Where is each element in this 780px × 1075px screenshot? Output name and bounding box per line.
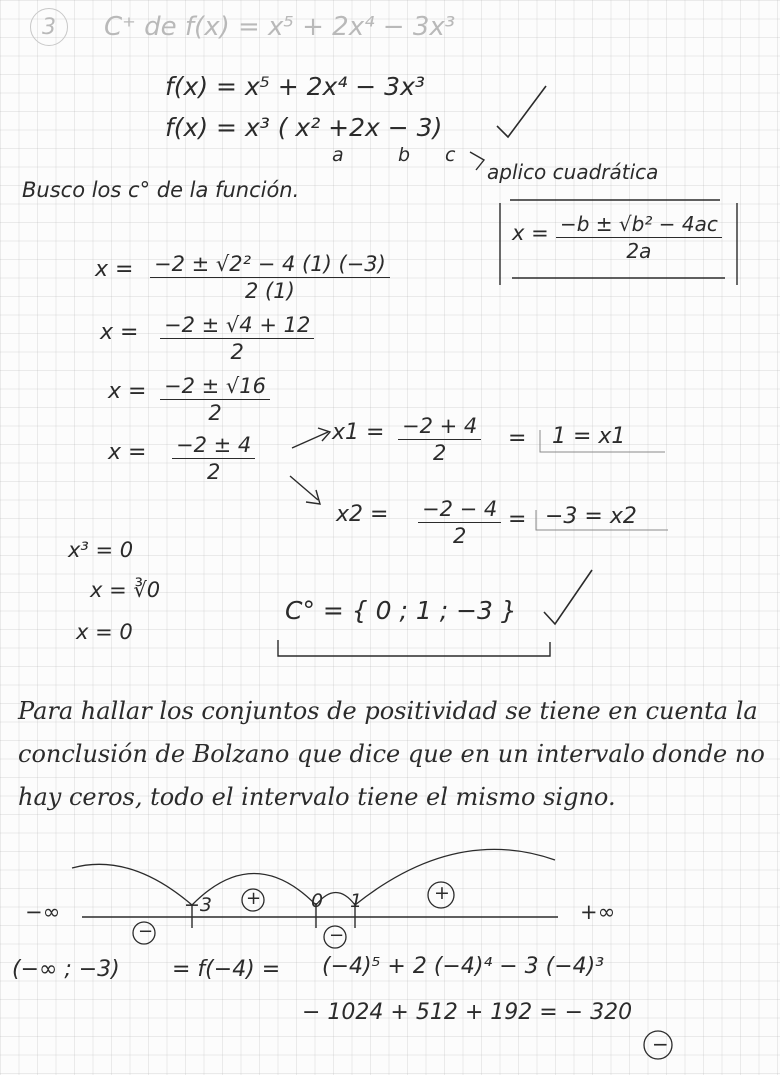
root2-result: −3 = x2: [545, 504, 637, 529]
exercise-number: 3: [30, 8, 68, 46]
step3-x: x =: [108, 379, 147, 404]
tick-0: 0: [311, 890, 324, 912]
formula-denominator: 2a: [626, 239, 652, 263]
minus-infinity: −∞: [25, 900, 61, 924]
exercise-title: C⁺ de f(x) = x⁵ + 2x⁴ − 3x³: [104, 12, 456, 42]
coef-b-label: b: [398, 144, 411, 166]
factored-equation: f(x) = x³ ( x² +2x − 3): [165, 113, 443, 142]
quadratic-formula: [556, 212, 722, 263]
coef-c-label: c: [445, 144, 456, 166]
busco-heading: Busco los c° de la función.: [22, 178, 300, 202]
root2-label: x2 =: [336, 502, 389, 527]
root1-denominator: 2: [432, 441, 447, 465]
plus-infinity: +∞: [580, 900, 616, 924]
eval-result: − 1024 + 512 + 192 = − 320: [302, 1000, 633, 1025]
sign-mid1: +: [246, 888, 262, 909]
step3-fraction: [160, 374, 270, 425]
coef-a-label: a: [332, 144, 344, 166]
function-equation: f(x) = x⁵ + 2x⁴ − 3x³: [165, 72, 425, 101]
step1-fraction: [150, 252, 390, 303]
step4-numerator: −2 ± 4: [172, 433, 255, 459]
root2-eq: =: [508, 507, 527, 532]
step3-denominator: 2: [208, 401, 222, 425]
step3-numerator: −2 ± √16: [160, 374, 270, 400]
tick-minus-3: −3: [184, 894, 213, 916]
root1-label: x1 =: [332, 420, 385, 445]
step4-fraction: [172, 433, 255, 484]
step1-x: x =: [95, 257, 134, 282]
sign-left: −: [138, 921, 154, 942]
formula-numerator: −b ± √b² − 4ac: [556, 212, 722, 238]
root2-numerator: −2 − 4: [418, 497, 501, 523]
cube-line-3: x = 0: [76, 620, 133, 644]
root1-eq: =: [508, 426, 527, 451]
bolzano-paragraph: Para hallar los conjuntos de positividad se tiene en cuenta la conclusión de Bolzano que dice que en un intervalo donde no hay ceros, todo el intervalo tiene el mismo signo.: [18, 697, 765, 811]
sign-mid2: −: [329, 925, 345, 946]
root1-numerator: −2 + 4: [398, 414, 481, 440]
step2-x: x =: [100, 320, 139, 345]
step4-denominator: 2: [206, 460, 221, 484]
zeros-set: C° = { 0 ; 1 ; −3 }: [285, 596, 517, 625]
eval-expr: (−4)⁵ + 2 (−4)⁴ − 3 (−4)³: [322, 954, 605, 979]
eval-interval: (−∞ ; −3): [12, 957, 120, 982]
root1-fraction: [398, 414, 481, 465]
eval-sign: −: [652, 1032, 669, 1056]
cube-line-2: x = ∛0: [90, 578, 161, 602]
tick-1: 1: [350, 890, 363, 912]
root2-denominator: 2: [452, 524, 467, 548]
sign-right: +: [434, 882, 450, 904]
step1-denominator: 2 (1): [245, 279, 295, 303]
step2-fraction: [160, 313, 314, 364]
step1-numerator: −2 ± √2² − 4 (1) (−3): [150, 252, 390, 278]
formula-x: x =: [512, 221, 549, 245]
eval-eq: = f(−4) =: [172, 957, 281, 982]
step2-numerator: −2 ± √4 + 12: [160, 313, 314, 339]
cube-line-1: x³ = 0: [68, 538, 134, 562]
step2-denominator: 2: [230, 340, 244, 364]
root2-fraction: [418, 497, 501, 548]
step4-x: x =: [108, 440, 147, 465]
aplico-note: aplico cuadrática: [487, 160, 659, 184]
root1-result: 1 = x1: [552, 424, 626, 449]
